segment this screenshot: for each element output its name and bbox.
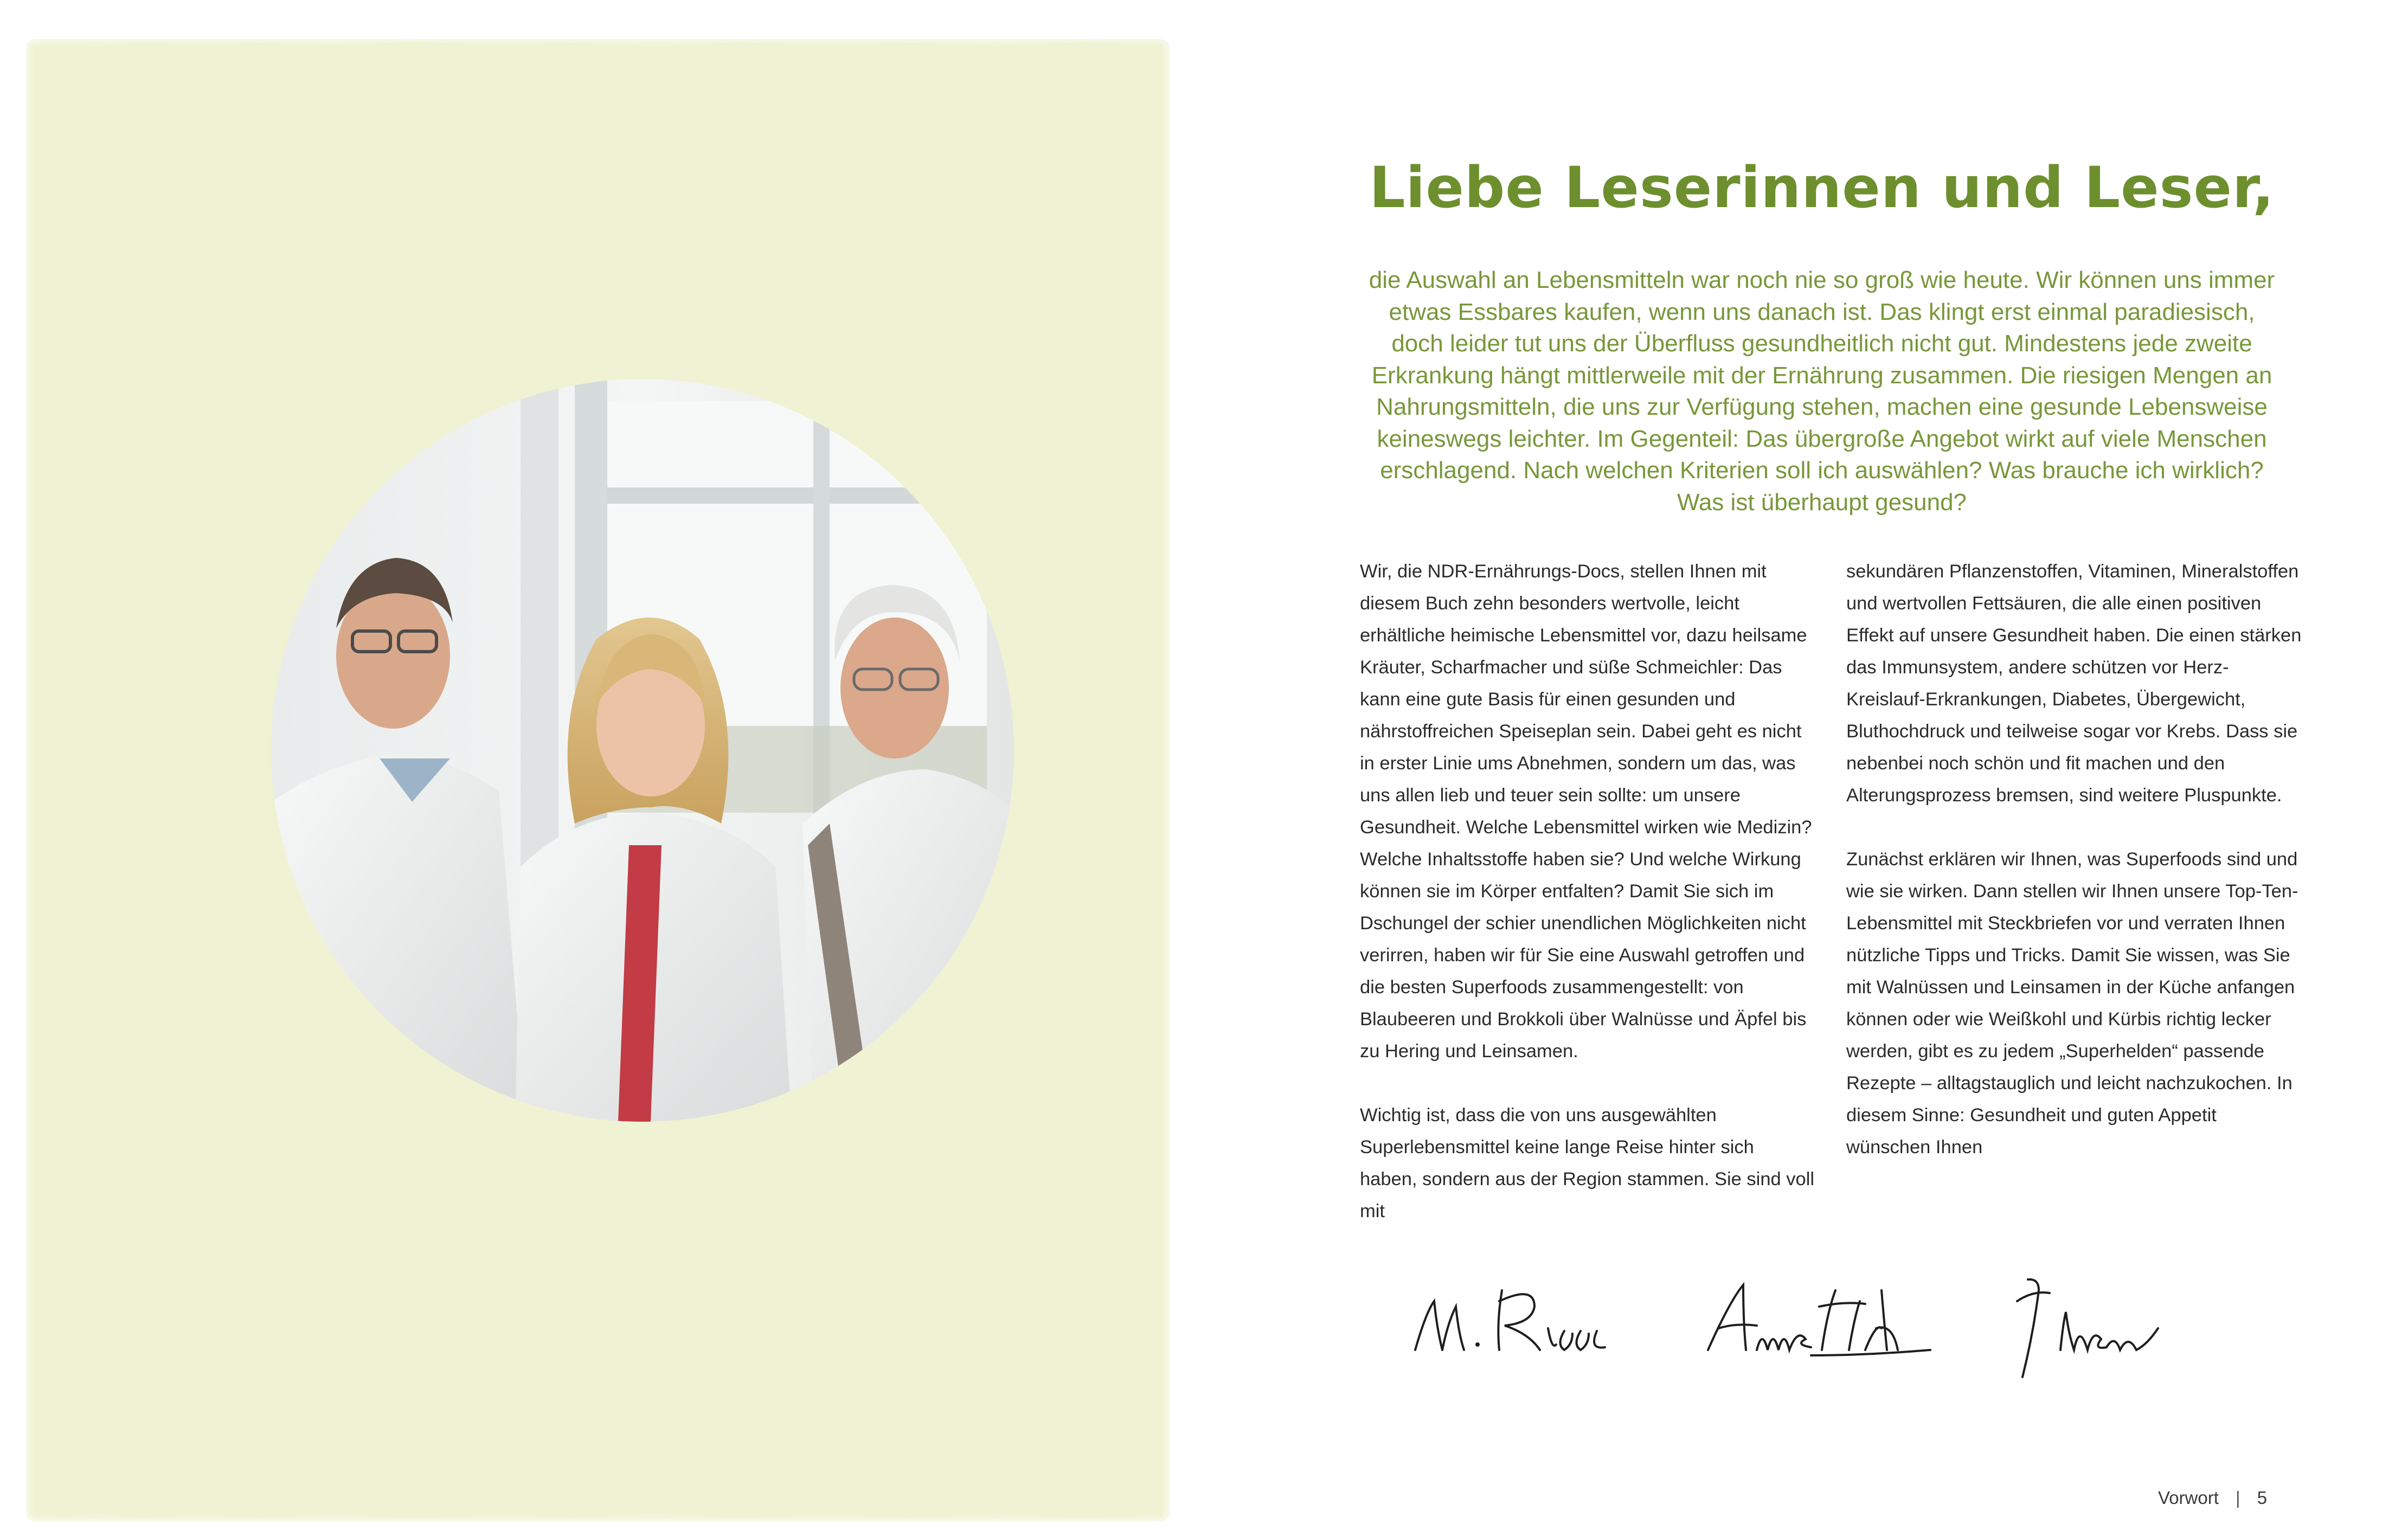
left-page-panel (33, 46, 1163, 1515)
page-footer (2158, 1487, 2321, 1514)
signature-row (1410, 1269, 2180, 1393)
footer-section-label: Vorwort (2158, 1488, 2219, 1508)
intro-paragraph: die Auswahl an Lebensmitteln war noch nie so groß wie heute. Wir können uns immer etwas Essbares kaufen, wenn uns danach ist. Das klingt erst einmal paradiesisch, doch leider tut uns der Überfluss gesundheitlich nicht gut. Mindestens jede zweite Erkrankung hängt mittlerweile mit der Ernährung zusammen. Die riesigen Mengen an Nahrungsmitteln, die uns zur Verfügung stehen, machen eine gesunde Lebensweise keineswegs leichter. Im Gegenteil: Das übergroße Angebot wirkt auf viele Menschen erschlagend. Nach welchen Kriterien soll ich auswählen? Was brauche ich wirklich? Was ist überhaupt gesund? (1369, 267, 2275, 516)
body-column-left (1360, 556, 1815, 1259)
body-paragraph: Zunächst erklären wir Ihnen, was Superfoods sind und wie sie wirken. Dann stellen wir Ihnen unsere Top-Ten-Lebensmittel mit Steckbriefen vor und verraten Ihnen nützliche Tipps und Tricks. Damit Sie wissen, was Sie mit Walnüssen und Leinsamen in der Küche anfangen können oder wie Weißkohl und Kürbis richtig lecker werden, gibt es zu jedem „Superhelden“ passende Rezepte – alltagstauglich und leicht nachzukochen. In diesem Sinne: Gesundheit und guten Appetit wünschen Ihnen (1846, 849, 2298, 1157)
portrait-photo-three-doctors (271, 379, 1014, 1122)
body-paragraph: Wir, die NDR-Ernährungs-Docs, stellen Ihnen mit diesem Buch zehn besonders wertvolle, leicht erhältliche heimische Lebensmittel vor, dazu heilsame Kräuter, Scharfmacher und süße Schmeichler: Das kann eine gute Basis für einen gesunden und nährstoffreichen Speiseplan sein. Dabei geht es nicht in erster Linie ums Abnehmen, sondern um das, was uns allen lieb und teuer sein sollte: um unsere Gesundheit. Welche Lebensmittel wirken wie Medizin? Welche Inhaltsstoffe haben sie? Und welche Wirkung können sie im Körper entfalten? Damit Sie sich im Dschungel der schier unendlichen Möglichkeiten nicht verirren, haben wir für Sie eine Auswahl getroffen und die besten Superfoods zusammengestellt: von Blaubeeren und Brokkoli über Walnüsse und Äpfel bis zu Hering und Leinsamen. (1360, 561, 1812, 1062)
body-paragraph: Wichtig ist, dass die von uns ausgewählten Superlebensmittel keine lange Reise hinter sich haben, sondern aus der Region stammen. Sie sind voll mit (1360, 1105, 1815, 1221)
page-title: Liebe Leserinnen und Leser, (1369, 155, 2275, 221)
signature-klasen (2006, 1269, 2180, 1393)
panel-rough-edge-top (33, 40, 1163, 48)
page-number: 5 (2257, 1488, 2268, 1508)
panel-rough-edge-bottom (33, 1513, 1163, 1520)
signature-riedl (1410, 1269, 1616, 1377)
body-column-right (1846, 556, 2302, 1195)
signature-fleck (1703, 1269, 1941, 1377)
body-paragraph: sekundären Pflanzenstoffen, Vitaminen, Mineralstoffen und wertvollen Fettsäuren, die alle einen positiven Effekt auf unsere Gesundheit haben. Die einen stärken das Immunsystem, andere schützen vor Herz-Kreislauf-Erkrankungen, Diabetes, Übergewicht, Bluthochdruck und teilweise sogar vor Krebs. Dass sie nebenbei noch schön und fit machen und den Alterungsprozess bremsen, sind weitere Pluspunkte. (1846, 561, 2302, 806)
footer-separator: | (2236, 1488, 2240, 1508)
